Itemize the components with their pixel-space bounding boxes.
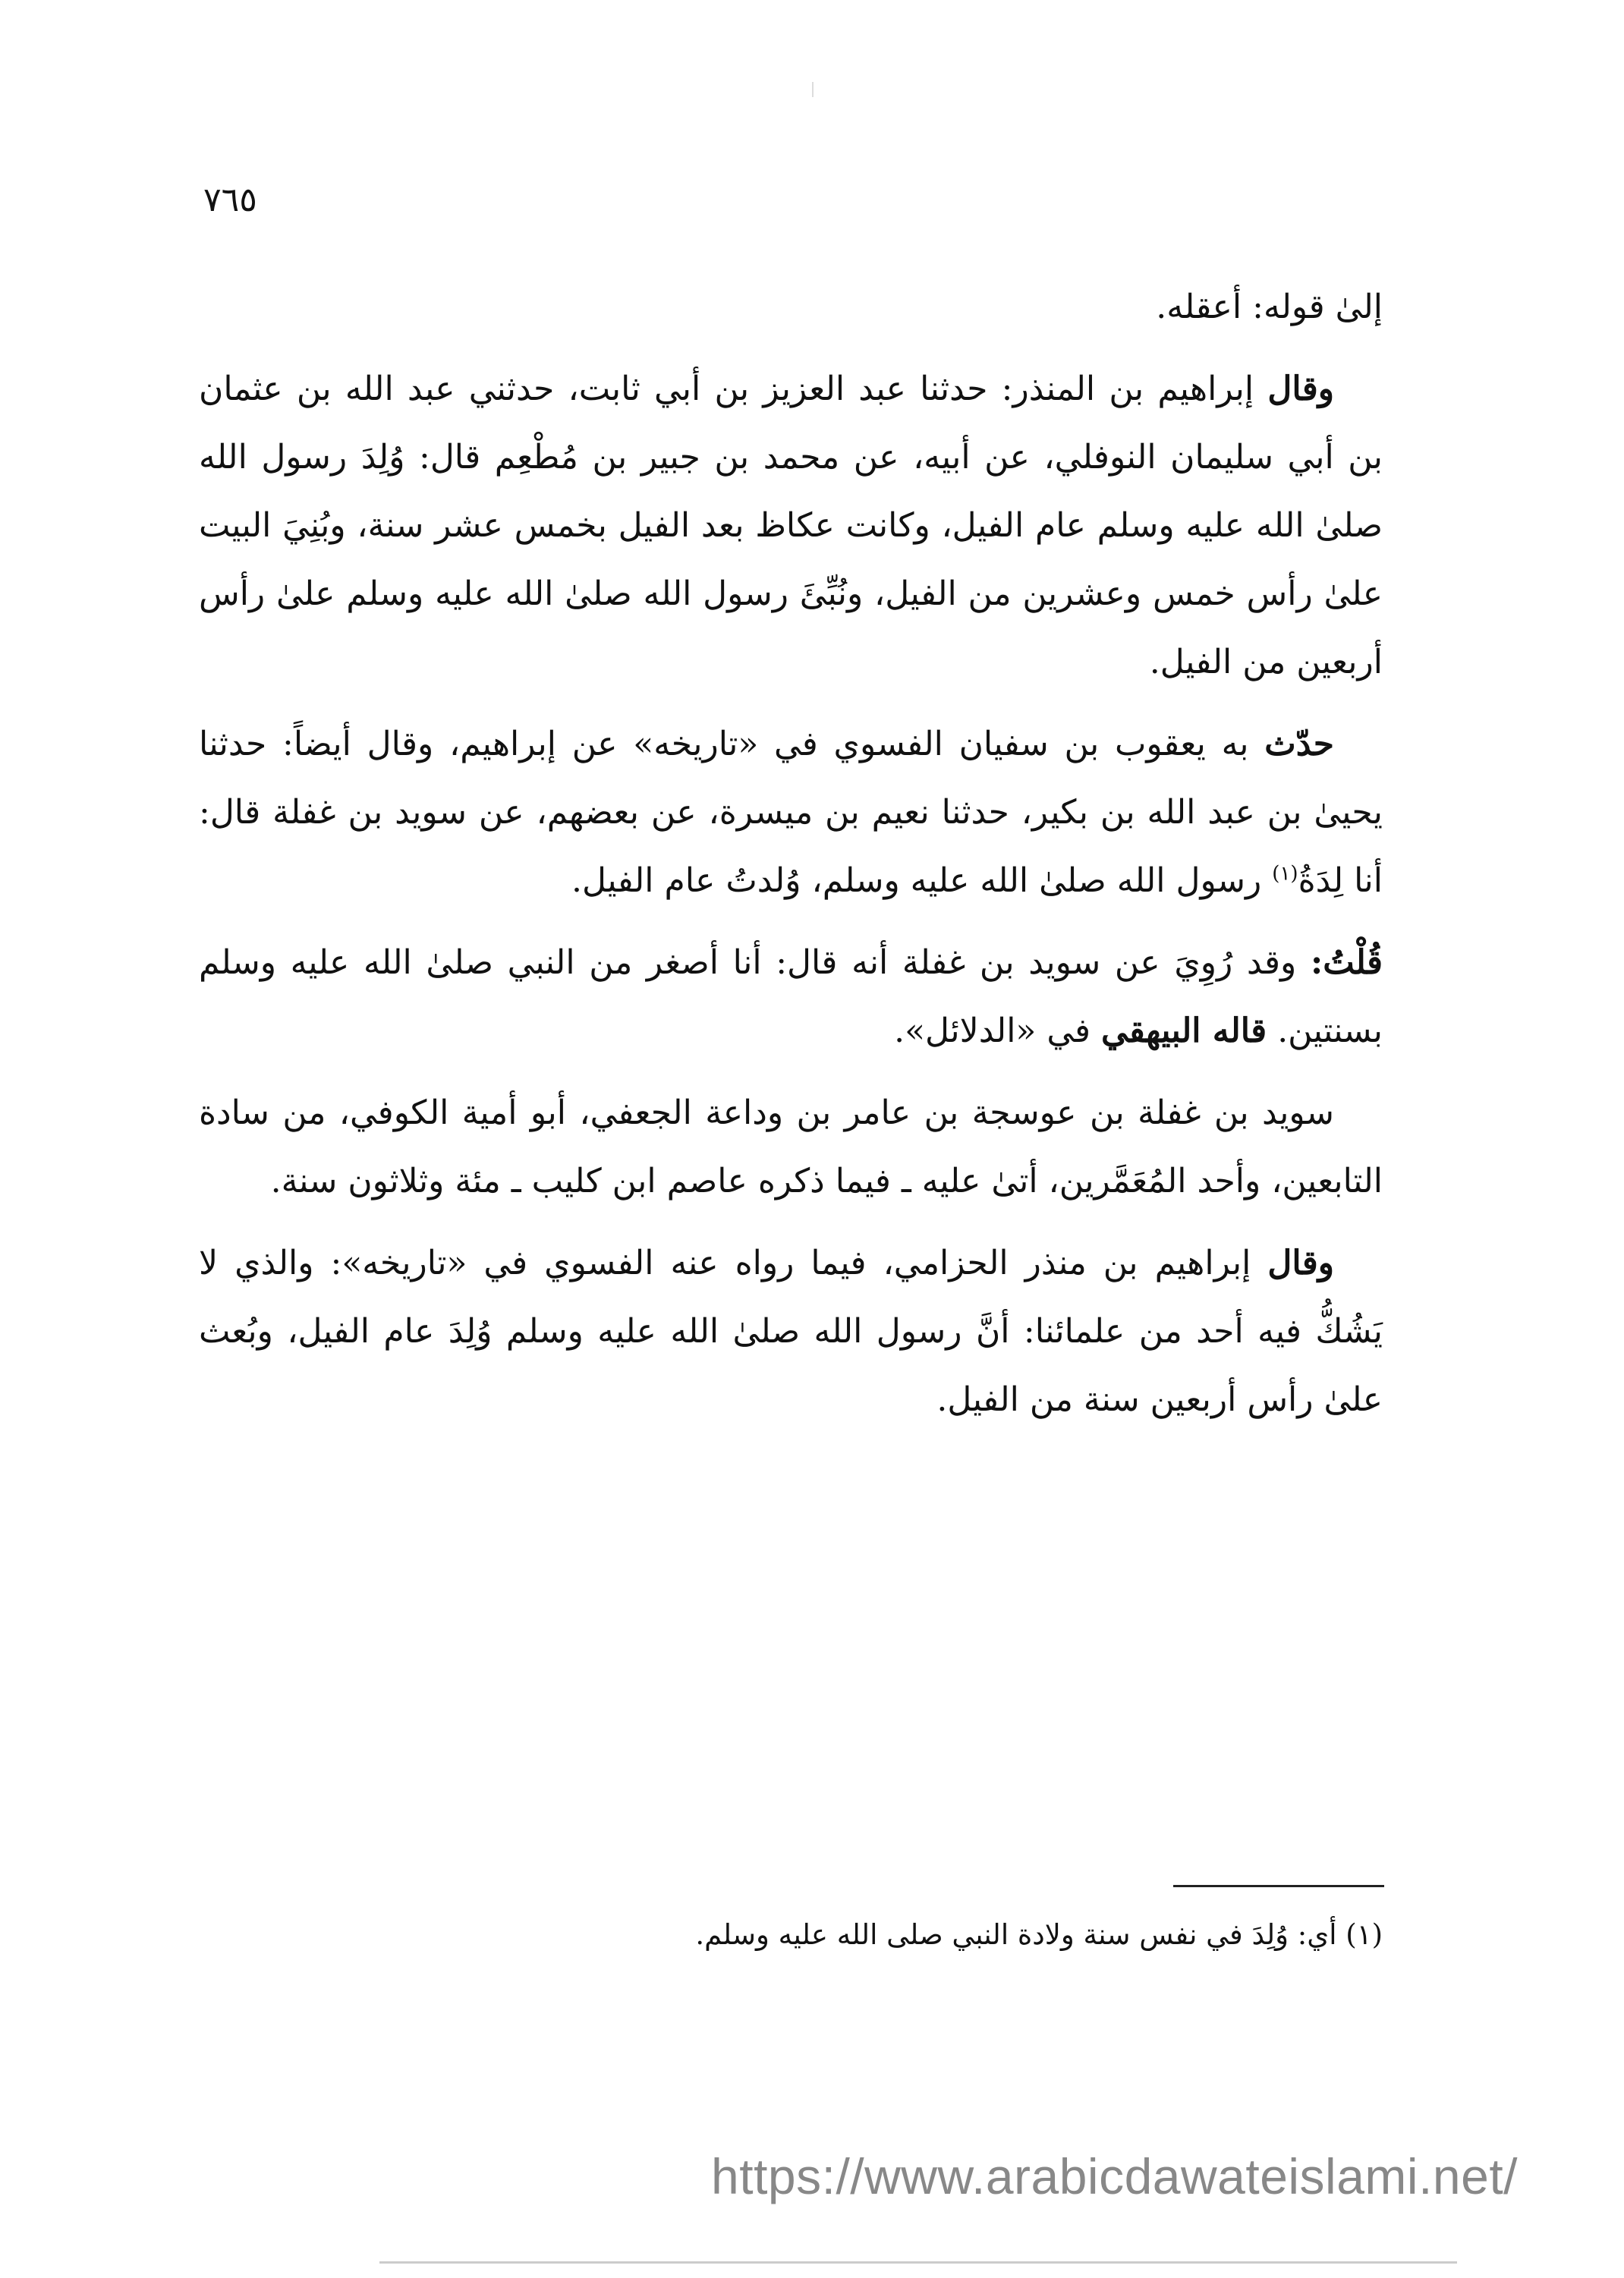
footnote-marker: (١): [1272, 862, 1298, 886]
paragraph-text: في «الدلائل».: [894, 1012, 1102, 1050]
paragraph-text: وقد رُوِيَ عن سويد بن غفلة أنه قال: أنا أصغر من النبي صلىٰ الله عليه وسلم بسنتين.: [199, 943, 1383, 1050]
footnote: (١) أي: وُلِدَ في نفس سنة ولادة النبي صلى الله عليه وسلم.: [695, 1918, 1383, 1951]
paragraph-6: [199, 1229, 1383, 1434]
page-number: ٧٦٥: [203, 181, 257, 219]
paragraph-4: [199, 929, 1383, 1065]
watermark-url: https://www.arabicdawateislami.net/: [711, 2148, 1518, 2204]
paragraph-text: إلىٰ قوله: أعقله.: [1156, 288, 1383, 326]
paragraph-text: به يعقوب بن سفيان الفسوي في «تاريخه» عن إبراهيم، وقال أيضاً: حدثنا يحيىٰ بن عبد الله بن بكير، حدثنا نعيم بن ميسرة، عن بعضهم، عن سويد بن غفلة قال: أنا لِدَةُ: [199, 725, 1383, 900]
paragraph-text: إبراهيم بن المنذر: حدثنا عبد العزيز بن أبي ثابت، حدثني عبد الله بن عثمان بن أبي سليمان النوفلي، عن أبيه، عن محمد بن جبير بن مُطْعِم قال: وُلِدَ رسول الله صلىٰ الله عليه وسلم عام الفيل، وكانت عكاظ بعد الفيل بخمس عشر سنة، وبُنِيَ البيت علىٰ رأس خمس وعشرين من الفيل، ونُبِّئَ رسول الله صلىٰ الله عليه وسلم علىٰ رأس أربعين من الفيل.: [199, 370, 1383, 681]
paragraph-text: رسول الله صلىٰ الله عليه وسلم، وُلدتُ عام الفيل.: [571, 861, 1273, 900]
paragraph-3: [199, 710, 1383, 915]
scan-bottom-edge: [379, 2261, 1457, 2264]
paragraph-text: سويد بن غفلة بن عوسجة بن عامر بن وداعة الجعفي، أبو أمية الكوفي، من سادة التابعين، وأحد المُعَمَّرين، أتىٰ عليه ـ فيما ذكره عاصم ابن كليب ـ مئة وثلاثون سنة.: [199, 1093, 1383, 1200]
paragraph-text: إبراهيم بن منذر الحزامي، فيما رواه عنه الفسوي في «تاريخه»: والذي لا يَشُكُّ فيه أحد من علمائنا: أنَّ رسول الله صلىٰ الله عليه وسلم وُلِدَ عام الفيل، وبُعث علىٰ رأس أربعين سنة من الفيل.: [199, 1244, 1383, 1419]
paragraph-lead: قُلْتُ:: [1310, 943, 1383, 982]
paragraph-lead: حدّث: [1264, 725, 1334, 763]
paragraph-bold-text: قاله البيهقي: [1101, 1012, 1267, 1050]
scan-mark: [812, 82, 814, 97]
main-text: [199, 273, 1383, 1448]
paragraph-2: [199, 355, 1383, 697]
footnote-divider: [1173, 1885, 1384, 1887]
paragraph-lead: وقال: [1267, 1244, 1334, 1282]
paragraph-lead: وقال: [1267, 370, 1334, 408]
paragraph-1: [199, 273, 1383, 341]
paragraph-5: [199, 1079, 1383, 1216]
